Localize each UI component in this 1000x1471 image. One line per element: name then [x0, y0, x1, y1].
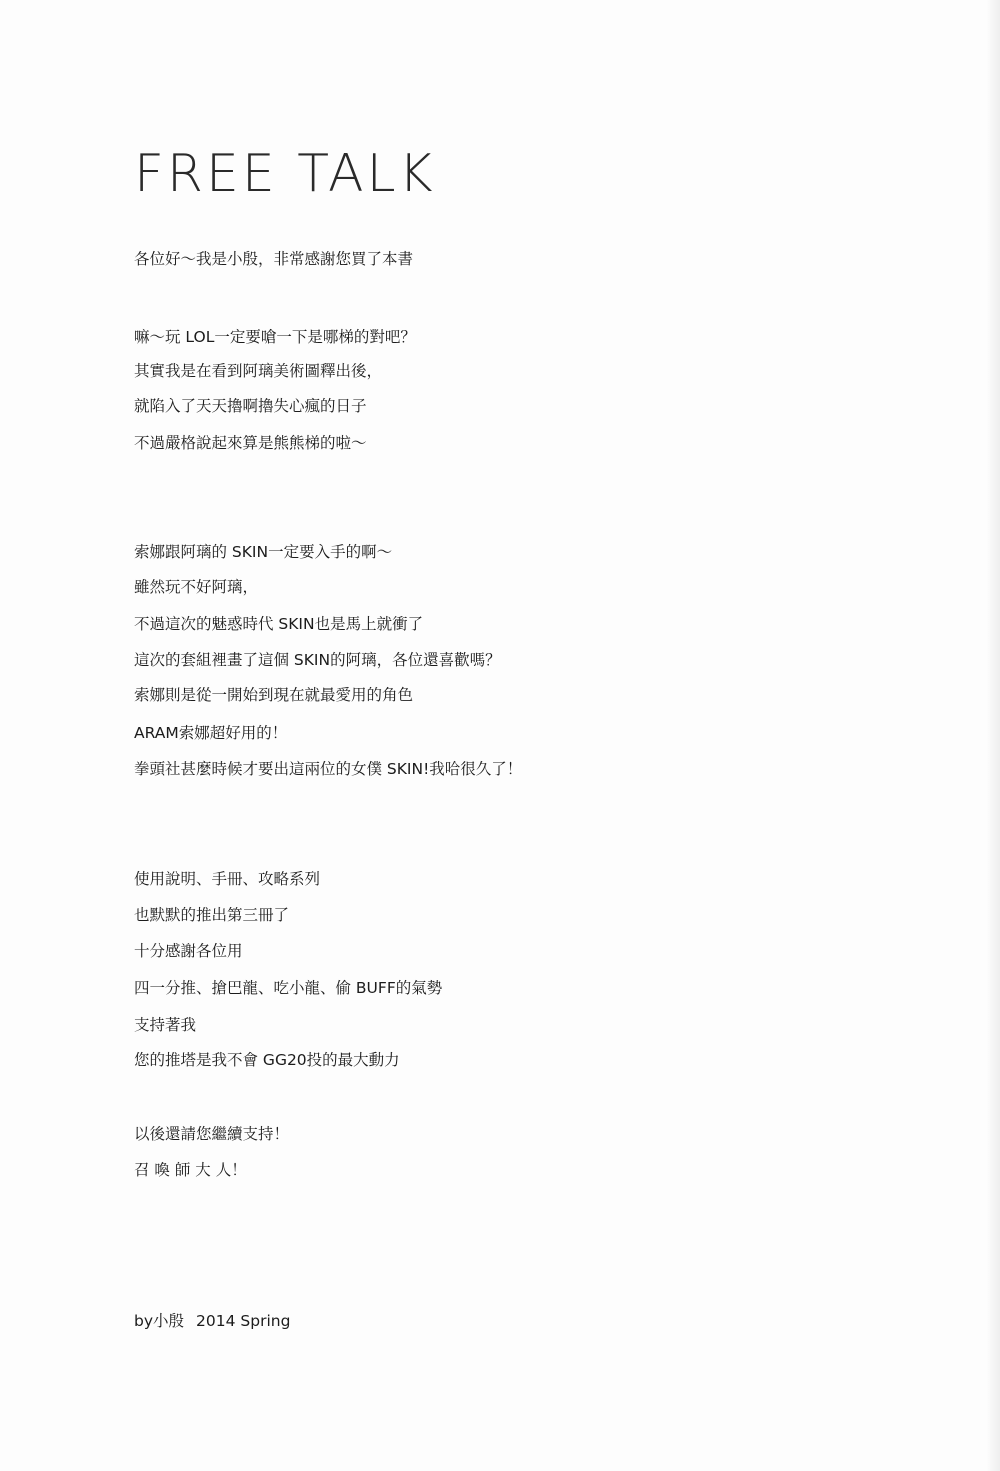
text-line: 索娜跟阿璃的 SKIN一定要入手的啊～: [134, 543, 393, 561]
text-line: 各位好～我是小殷，非常感謝您買了本書: [134, 250, 414, 268]
text-line: 以後還請您繼續支持！: [134, 1125, 290, 1143]
text-line: 嘛～玩 LOL一定要嗆一下是哪梯的對吧？: [134, 328, 416, 346]
text-line: 您的推塔是我不會 GG20投的最大動力: [134, 1051, 400, 1069]
text-line: 這次的套組裡畫了這個 SKIN的阿璃，各位還喜歡嗎？: [134, 651, 501, 669]
byline-author: by小殷: [134, 1312, 185, 1330]
text-line: 雖然玩不好阿璃，: [134, 578, 259, 596]
text-line: 召 喚 師 大 人！: [134, 1161, 247, 1179]
text-line: 不過這次的魅惑時代 SKIN也是馬上就衝了: [134, 615, 424, 633]
text-line: 十分感謝各位用: [134, 942, 243, 960]
text-line: 也默默的推出第三冊了: [134, 906, 290, 924]
text-line: 四一分推、搶巴龍、吃小龍、偷 BUFF的氣勢: [134, 979, 443, 997]
page-title: FREE TALK: [134, 144, 436, 204]
page-edge-shadow: [986, 0, 1000, 1471]
byline: [134, 1309, 290, 1331]
text-line: 支持著我: [134, 1016, 197, 1034]
text-line: 拳頭社甚麼時候才要出這兩位的女僕 SKIN!我哈很久了！: [134, 760, 523, 778]
text-line: ARAM索娜超好用的！: [134, 724, 288, 742]
text-line: 其實我是在看到阿璃美術圖釋出後，: [134, 362, 383, 380]
text-line: 不過嚴格說起來算是熊熊梯的啦～: [134, 434, 367, 452]
text-line: 索娜則是從一開始到現在就最愛用的角色: [134, 686, 414, 704]
text-line: 就陷入了天天擼啊擼失心瘋的日子: [134, 397, 367, 415]
text-line: 使用說明、手冊、攻略系列: [134, 870, 321, 888]
byline-date: 2014 Spring: [196, 1312, 291, 1330]
